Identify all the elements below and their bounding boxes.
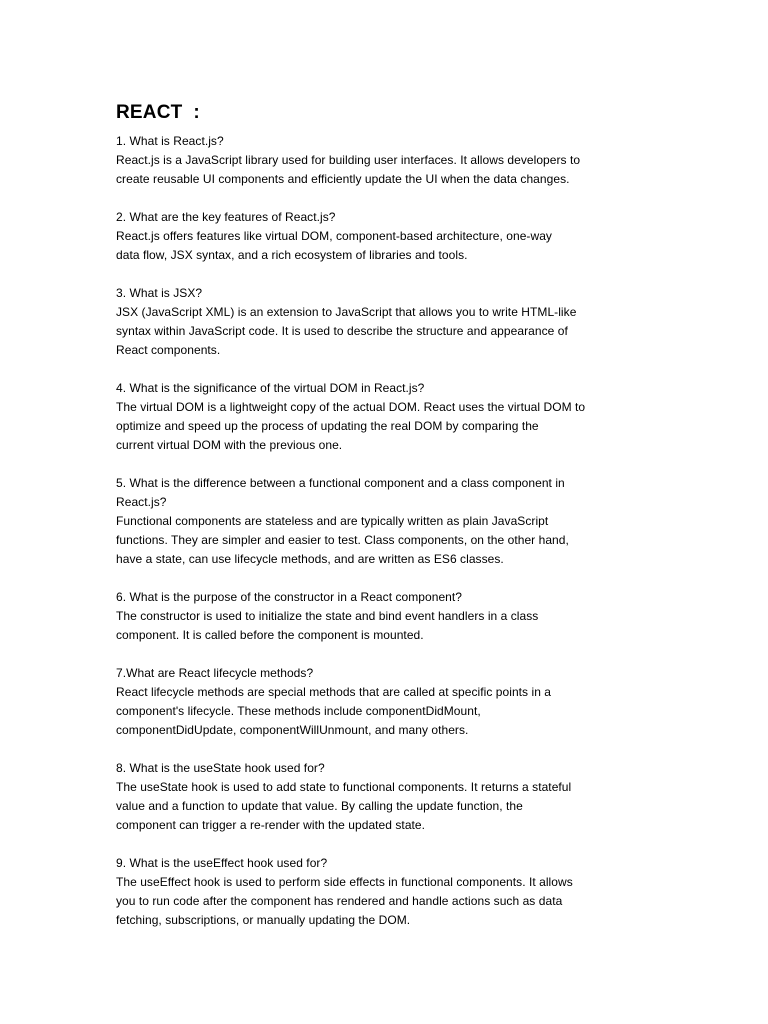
qa-item-2 [116,208,736,265]
question-continuation: React.js? [116,495,167,509]
answer-line: The constructor is used to initialize the state and bind event handlers in a class [116,609,539,623]
answer-line: React lifecycle methods are special methods that are called at specific points in a [116,685,552,699]
document-page [116,100,736,949]
answer-line: React components. [116,343,221,357]
answer-line: React.js offers features like virtual DOM, component-based architecture, one-way [116,229,552,243]
question: 9. What is the useEffect hook used for? [116,856,328,870]
answer-line: have a state, can use lifecycle methods, and are written as ES6 classes. [116,552,504,566]
answer-line: functions. They are simpler and easier to test. Class components, on the other hand, [116,533,569,547]
qa-item-1 [116,132,736,189]
answer-line: React.js is a JavaScript library used for building user interfaces. It allows developers to [116,153,581,167]
answer-line: fetching, subscriptions, or manually updating the DOM. [116,913,411,927]
answer-line: component can trigger a re-render with the updated state. [116,818,426,832]
answer-line: data flow, JSX syntax, and a rich ecosystem of libraries and tools. [116,248,468,262]
answer-line: The useState hook is used to add state to functional components. It returns a stateful [116,780,572,794]
qa-item-4 [116,379,736,455]
question: 1. What is React.js? [116,134,224,148]
page-title: REACT : [116,102,200,123]
qa-item-9 [116,854,736,930]
answer-line: you to run code after the component has rendered and handle actions such as data [116,894,563,908]
answer-line: value and a function to update that value. By calling the update function, the [116,799,523,813]
answer-line: The virtual DOM is a lightweight copy of the actual DOM. React uses the virtual DOM to [116,400,586,414]
answer-line: syntax within JavaScript code. It is used to describe the structure and appearance of [116,324,568,338]
question: 8. What is the useState hook used for? [116,761,325,775]
answer-line: component's lifecycle. These methods include componentDidMount, [116,704,481,718]
answer-line: Functional components are stateless and are typically written as plain JavaScript [116,514,549,528]
question: 6. What is the purpose of the constructor in a React component? [116,590,463,604]
answer-line: create reusable UI components and efficiently update the UI when the data changes. [116,172,570,186]
answer-line: component. It is called before the component is mounted. [116,628,424,642]
question: 3. What is JSX? [116,286,203,300]
answer-line: current virtual DOM with the previous one. [116,438,343,452]
qa-item-8 [116,759,736,835]
qa-item-7 [116,664,736,740]
question: 4. What is the significance of the virtual DOM in React.js? [116,381,425,395]
qa-item-6 [116,588,736,645]
question: 2. What are the key features of React.js? [116,210,336,224]
answer-line: optimize and speed up the process of updating the real DOM by comparing the [116,419,539,433]
qa-item-3 [116,284,736,360]
question: 5. What is the difference between a functional component and a class component in [116,476,565,490]
question: 7.What are React lifecycle methods? [116,666,314,680]
answer-line: JSX (JavaScript XML) is an extension to JavaScript that allows you to write HTML-like [116,305,577,319]
answer-line: The useEffect hook is used to perform side effects in functional components. It allows [116,875,573,889]
qa-item-5 [116,474,736,569]
answer-line: componentDidUpdate, componentWillUnmount, and many others. [116,723,469,737]
